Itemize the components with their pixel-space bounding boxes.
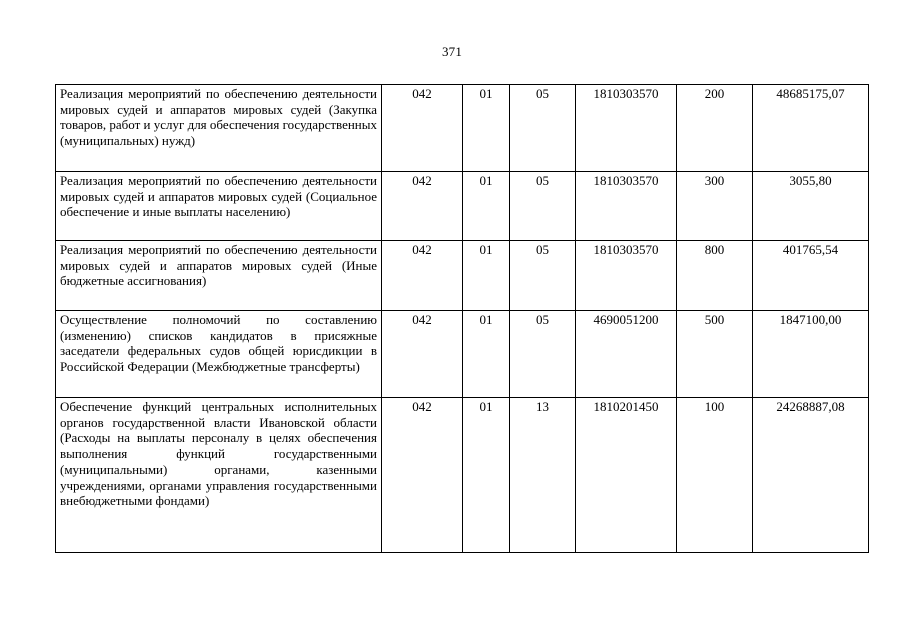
subsection-code: 05: [510, 172, 576, 241]
row-description: Реализация мероприятий по обеспечению деятельности мировых судей и аппаратов мировых судей (Закупка товаров, работ и услуг для обеспечения государственных (муниципальных) нужд): [56, 85, 382, 172]
table-row: [56, 311, 869, 398]
section-code: 01: [463, 172, 510, 241]
budget-table: [55, 84, 869, 553]
ministry-code: 042: [382, 398, 463, 553]
expense-type-code: 300: [677, 172, 753, 241]
row-description: Реализация мероприятий по обеспечению деятельности мировых судей и аппаратов мировых судей (Иные бюджетные ассигнования): [56, 241, 382, 311]
expense-type-code: 100: [677, 398, 753, 553]
amount: 24268887,08: [753, 398, 869, 553]
table-row: [56, 85, 869, 172]
target-article-code: 4690051200: [576, 311, 677, 398]
target-article-code: 1810303570: [576, 85, 677, 172]
amount: 48685175,07: [753, 85, 869, 172]
section-code: 01: [463, 85, 510, 172]
subsection-code: 05: [510, 241, 576, 311]
subsection-code: 05: [510, 85, 576, 172]
page-number: 371: [441, 44, 463, 59]
subsection-code: 05: [510, 311, 576, 398]
target-article-code: 1810303570: [576, 172, 677, 241]
section-code: 01: [463, 241, 510, 311]
amount: 1847100,00: [753, 311, 869, 398]
table-row: [56, 241, 869, 311]
table-row: [56, 398, 869, 553]
row-description: Обеспечение функций центральных исполнительных органов государственной власти Ивановской области (Расходы на выплаты персоналу в целях обеспечения выполнения функций государственными (муниципальными) органами, казенными учреждениями, органами управления государственными внебюджетными фондами): [56, 398, 382, 553]
ministry-code: 042: [382, 241, 463, 311]
expense-type-code: 200: [677, 85, 753, 172]
amount: 3055,80: [753, 172, 869, 241]
section-code: 01: [463, 311, 510, 398]
subsection-code: 13: [510, 398, 576, 553]
row-description: Реализация мероприятий по обеспечению деятельности мировых судей и аппаратов мировых судей (Социальное обеспечение и иные выплаты населению): [56, 172, 382, 241]
section-code: 01: [463, 398, 510, 553]
ministry-code: 042: [382, 172, 463, 241]
ministry-code: 042: [382, 311, 463, 398]
target-article-code: 1810303570: [576, 241, 677, 311]
ministry-code: 042: [382, 85, 463, 172]
amount: 401765,54: [753, 241, 869, 311]
expense-type-code: 800: [677, 241, 753, 311]
row-description: Осуществление полномочий по составлению (изменению) списков кандидатов в присяжные заседатели федеральных судов общей юрисдикции в Российской Федерации (Межбюджетные трансферты): [56, 311, 382, 398]
target-article-code: 1810201450: [576, 398, 677, 553]
expense-type-code: 500: [677, 311, 753, 398]
table-row: [56, 172, 869, 241]
